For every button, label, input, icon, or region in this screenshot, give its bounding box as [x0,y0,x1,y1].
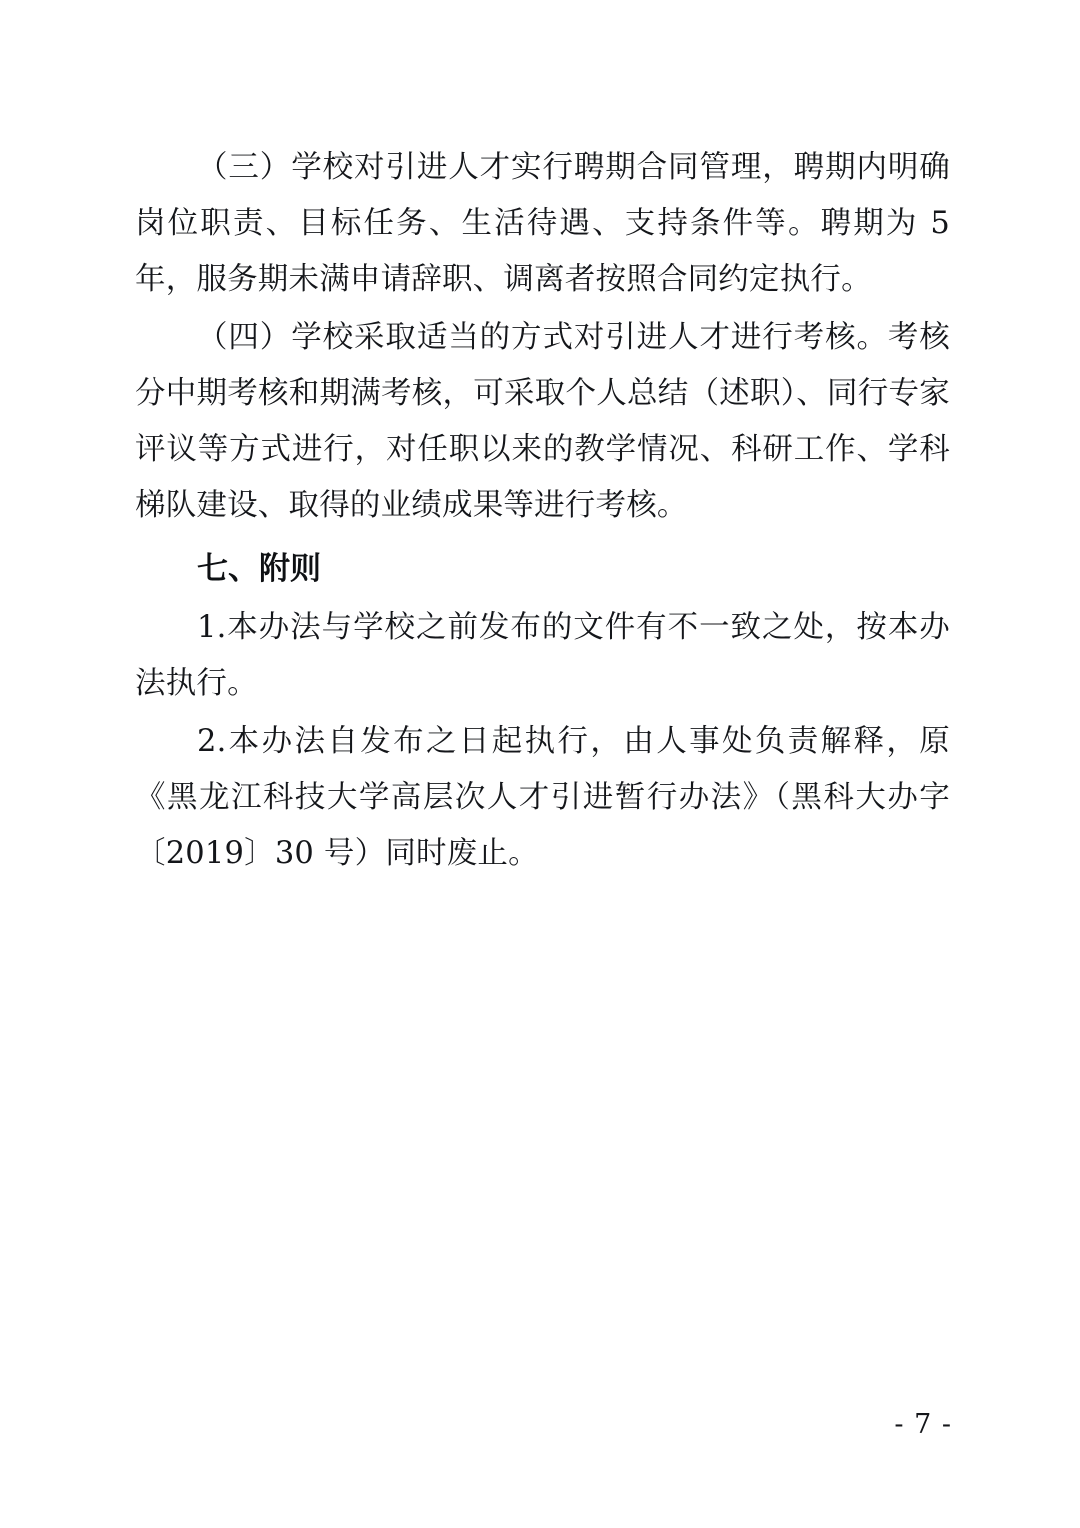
document-body [135,140,950,884]
paragraph-item-1: 1.本办法与学校之前发布的文件有不一致之处，按本办法执行。 [135,610,950,701]
paragraph-item-four: （四）学校采取适当的方式对引进人才进行考核。考核分中期考核和期满考核，可采取个人总结（述职）、同行专家评议等方式进行，对任职以来的教学情况、科研工作、学科梯队建设、取得的业绩成果等进行考核。 [135,320,950,523]
section-heading-seven: 七、附则 [197,551,321,587]
paragraph-item-three: （三）学校对引进人才实行聘期合同管理，聘期内明确岗位职责、目标任务、生活待遇、支持条件等。聘期为 5 年，服务期未满申请辞职、调离者按照合同约定执行。 [135,150,950,297]
page-number: - 7 - [894,1409,952,1440]
paragraph-item-2: 2.本办法自发布之日起执行，由人事处负责解释，原《黑龙江科技大学高层次人才引进暂行办法》（黑科大办字〔2019〕30 号）同时废止。 [135,724,950,871]
